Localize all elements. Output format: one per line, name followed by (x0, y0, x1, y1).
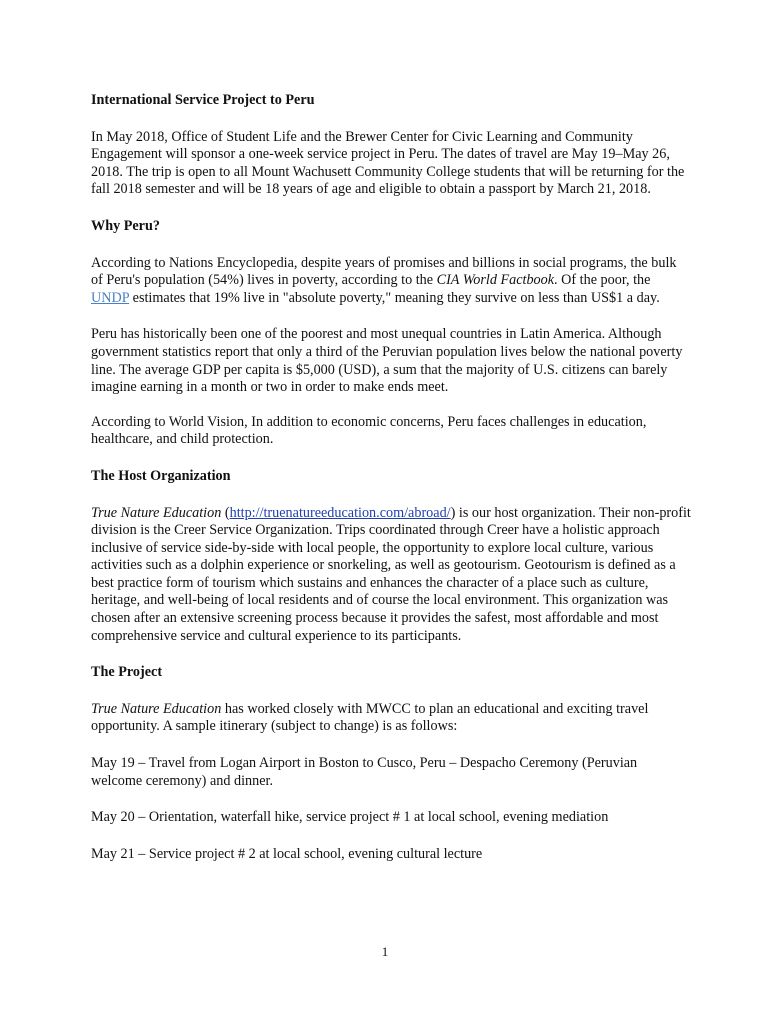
why-p1-text-a: According to Nations Encyclopedia, despite years of promises and billions in social programs, the bulk of Peru's population (54%) lives in poverty, according to the (91, 254, 677, 289)
why-peru-paragraph-1 (91, 255, 691, 308)
host-open-paren: ( (221, 504, 230, 521)
host-organization-heading: The Host Organization (91, 467, 231, 484)
cia-factbook-title: CIA World Factbook (436, 272, 555, 289)
project-intro-paragraph (91, 701, 691, 736)
itinerary-item-may-19: May 19 – Travel from Logan Airport in Boston to Cusco, Peru – Despacho Ceremony (Peruvian welcome ceremony) and dinner. (91, 755, 638, 789)
itinerary-item-may-20: May 20 – Orientation, waterfall hike, service project # 1 at local school, evening mediation (91, 809, 609, 826)
host-organization-paragraph (91, 505, 691, 646)
project-intro-text: has worked closely with MWCC to plan an educational and exciting travel opportunity. A sample itinerary (subject to change) is as follows: (91, 700, 649, 735)
itinerary-item-may-21: May 21 – Service project # 2 at local school, evening cultural lecture (91, 845, 483, 862)
why-peru-paragraph-3: According to World Vision, In addition to economic concerns, Peru faces challenges in education, healthcare, and child protection. (91, 413, 647, 448)
host-org-body: ) is our host organization. Their non-profit division is the Creer Service Organization. Trips coordinated through Creer have a holistic approach inclusive of service side-by-side with local people, the opportunity to explore local culture, various activities such as a dolphin experience or snorkeling, as well as geotourism. Geotourism is defined as a best practice form of tourism which sustains and enhances the character of a place such as culture, heritage, and well-being of local residents and of course the local environment. This organization was chosen after an extensive screening process because it provides the safest, most affordable and most comprehensive service and cultural experience to its participants. (91, 504, 691, 644)
undp-link[interactable]: UNDP (91, 289, 130, 306)
document-body (91, 92, 691, 863)
why-peru-heading: Why Peru? (91, 217, 160, 234)
why-peru-paragraph-2: Peru has historically been one of the poorest and most unequal countries in Latin America. Although government statistics report that only a third of the Peruvian population lives below the national poverty line. The average GDP per capita is $5,000 (USD), a sum that the majority of U.S. citizens can barely imagine earning in a month or two in order to make ends meet. (91, 326, 683, 396)
page-title: International Service Project to Peru (91, 92, 315, 108)
project-org-name: True Nature Education (91, 700, 222, 717)
host-org-name: True Nature Education (91, 504, 222, 521)
page-number: 1 (381, 944, 389, 959)
host-org-url-link[interactable]: http://truenatureeducation.com/abroad/ (229, 504, 451, 521)
project-heading: The Project (91, 664, 163, 681)
why-p1-text-b: . Of the poor, the (554, 272, 651, 289)
intro-paragraph: In May 2018, Office of Student Life and the Brewer Center for Civic Learning and Community Engagement will sponsor a one-week service project in Peru. The dates of travel are May 19–May 26, 2018. The trip is open to all Mount Wachusett Community College students that will be returning for the fall 2018 semester and will be 18 years of age and eligible to obtain a passport by March 21, 2018. (91, 128, 685, 198)
why-p1-text-c: estimates that 19% live in "absolute poverty," meaning they survive on less than US$1 a day. (129, 289, 660, 306)
